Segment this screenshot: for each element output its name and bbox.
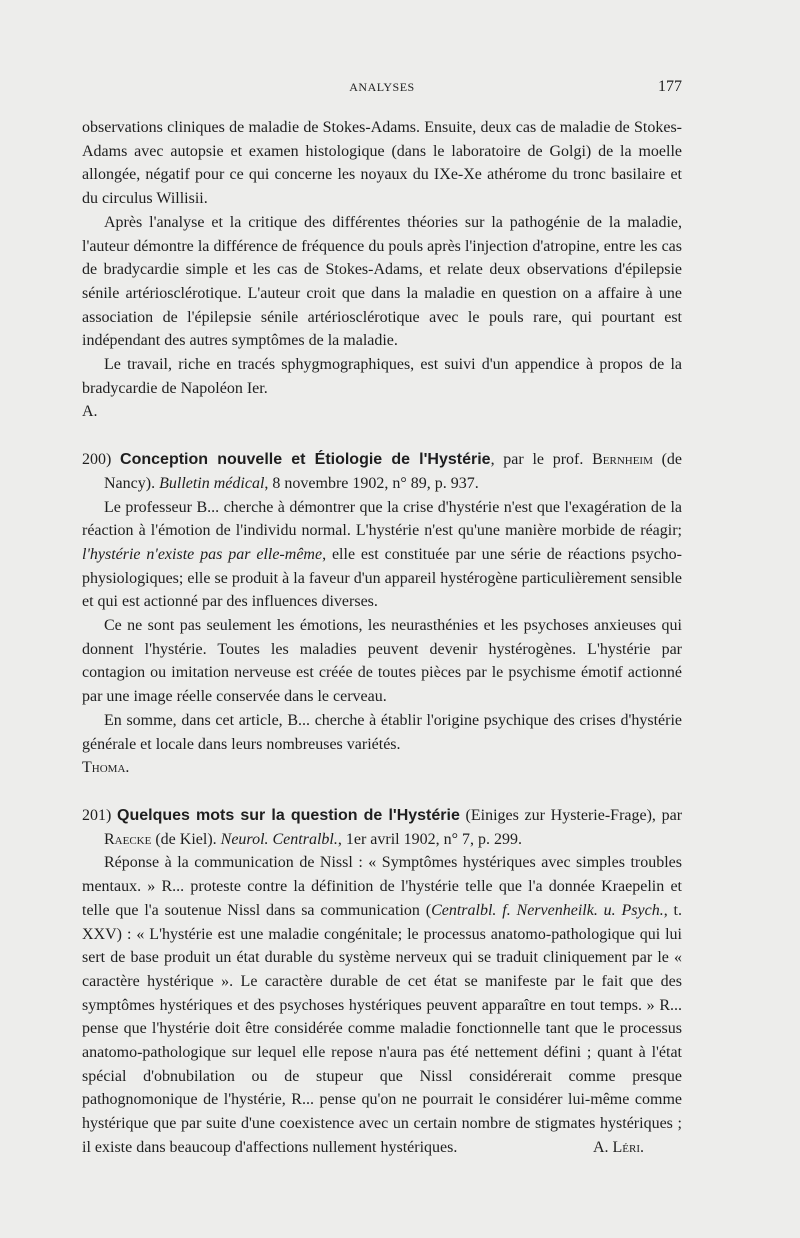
entry-201-journal: Neurol. Centralbl. <box>220 830 338 848</box>
page-number: 177 <box>658 78 682 95</box>
entry-201 <box>82 804 682 1160</box>
entry-200-author: Bernheim <box>592 451 653 469</box>
intro-paragraph-3: Le travail, riche en tracés sphygmographiques, est suivi d'un appendice à propos de la bradycardie de Napoléon Ier. <box>82 356 682 397</box>
intro-paragraph-2: Après l'analyse et la critique des différentes théories sur la pathogénie de la maladie, l'auteur démontre la différence de fréquence du pouls après l'injection d'atropine, entre les cas de bradycardie simple et les cas de Stokes-Adams, et relate deux observations d'épilepsie sénile artériosclérotique. L'auteur croit que dans la maladie en question on a affaire à une association de l'épilepsie sénile artériosclérotique avec le pouls rare, qui pourtant est indépendant des autres symptômes de la maladie. <box>82 213 682 350</box>
entry-201-heading <box>82 804 682 851</box>
entry-201-number: 201) <box>82 806 112 824</box>
entry-201-subtitle: (Einiges zur Hysterie-Frage), par <box>459 806 683 824</box>
entry-200 <box>82 448 682 780</box>
entry-200-citation: , 8 novembre 1902, n° 89, p. 937. <box>264 474 479 492</box>
entry-201-place: (de Kiel). <box>151 830 221 848</box>
running-title: ANALYSES <box>349 80 415 94</box>
entry-200-number: 200) <box>82 451 112 469</box>
entry-200-place: (de Nancy). <box>104 451 683 492</box>
entry-201-author: Raecke <box>104 830 152 848</box>
entry-200-signature: Thoma. <box>82 759 130 777</box>
entry-200-p1-text-b: , elle est constituée par une série de réactions psycho-physiologiques; elle se produit à la faveur d'un appareil hystérogène particulièrement sensible et qui est actionné par des influences diverses. <box>82 545 682 611</box>
entry-200-paragraph-2: Ce ne sont pas seulement les émotions, les neurasthénies et les psychoses anxieuses qui donnent l'hystérie. Toutes les maladies peuvent devenir hystérogènes. L'hystérie par contagion ou imitation nerveuse est créée de toutes pièces par le psychisme émotif actionné par une image réelle conservée dans le cerveau. <box>82 617 682 706</box>
entry-201-p1-emphasis: Centralbl. f. Nervenheilk. u. Psych. <box>431 901 664 919</box>
entry-201-signature: A. Léri. <box>592 1138 644 1156</box>
entry-200-p1-text-a: Le professeur B... cherche à démontrer que la crise d'hystérie n'est que l'exagération de la réaction à l'émotion de l'individu normal. L'hystérie n'est qu'une manière morbide de réagir; <box>82 498 682 540</box>
entry-200-title: Conception nouvelle et Étiologie de l'Hystérie <box>120 451 491 469</box>
page-body <box>82 116 682 1160</box>
entry-200-byline: , par le prof. <box>490 451 584 469</box>
entry-200-heading <box>82 448 682 495</box>
entry-201-citation: , 1er avril 1902, n° 7, p. 299. <box>337 830 522 848</box>
entry-201-paragraph-1 <box>82 851 682 1159</box>
entry-201-p1-text-b: , t. XXV) : « L'hystérie est une maladie congénitale; le processus anatomo-pathologique qui lui sert de base produit un état durable du système nerveux qui se traduit cliniquement par le « caractère hystérique ». Le caractère durable de cet état se manifeste par le fait que des symptômes hystériques et des psychoses hystériques peuvent apparaître en tout temps. » R... pense que l'hystérie doit être considérée comme maladie fonctionnelle tant que le processus anatomo-pathologique sur lequel elle repose n'aura pas été nettement défini ; quant à l'état spécial d'obnubilation ou de stupeur que Nissl considérerait comme presque pathognomonique de l'hystérie, R... pense qu'on ne pourrait le considérer lui-même comme hystérique que par suite d'une coexistence avec un certain nombre de stigmates hystériques ; il existe dans beaucoup d'affections nullement hystériques. <box>82 901 683 1156</box>
page-header <box>82 80 682 104</box>
entry-200-paragraph-1 <box>82 496 682 615</box>
entry-201-p1-text-a: Réponse à la communication de Nissl : « Symptômes hystériques avec simples troubles mentaux. » R... proteste contre la définition de l'hystérie telle que l'a donnée Kraepelin et telle que l'a soutenue Nissl dans sa communication ( <box>82 854 682 919</box>
intro-paragraph-1: observations cliniques de maladie de Stokes-Adams. Ensuite, deux cas de maladie de Stokes-Adams avec autopsie et examen histologique (dans le laboratoire de Golgi) de la moelle allongée, négatif pour ce qui concerne les noyaux du IXe-Xe athérome du tronc basilaire et du circulus Willisii. <box>82 119 682 208</box>
entry-200-p1-emphasis: l'hystérie n'existe pas par elle-même <box>82 545 323 563</box>
intro-signature: A. <box>82 403 98 421</box>
entry-200-journal: Bulletin médical <box>159 474 265 492</box>
entry-201-title: Quelques mots sur la question de l'Hystérie <box>117 806 460 824</box>
entry-200-paragraph-3: En somme, dans cet article, B... cherche à établir l'origine psychique des crises d'hystérie générale et locale dans leurs nombreuses variétés. <box>82 711 682 753</box>
